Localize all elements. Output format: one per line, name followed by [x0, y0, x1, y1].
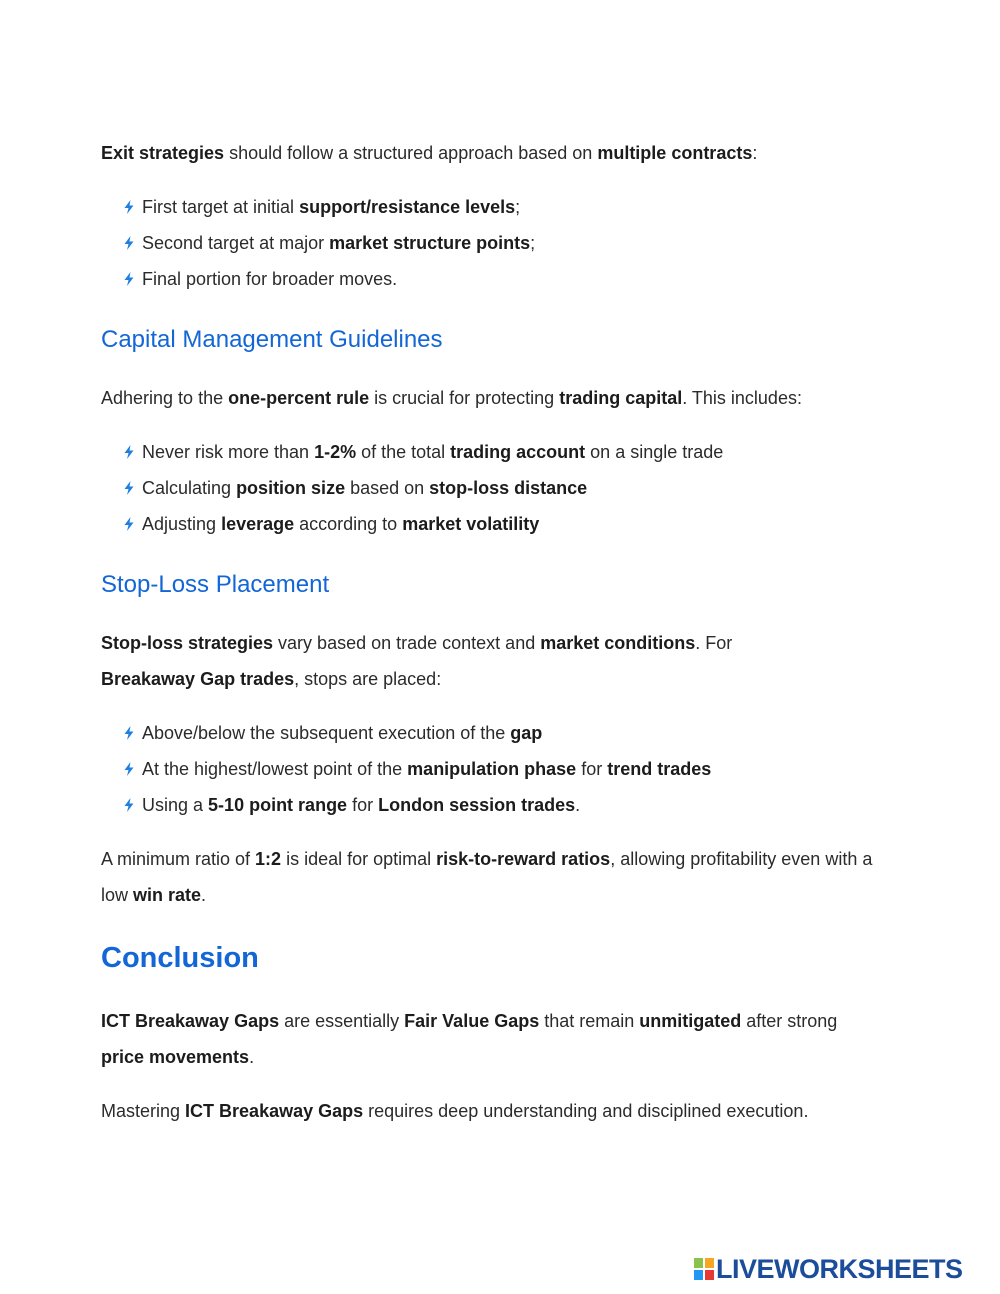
bold-term: market conditions [540, 633, 696, 653]
exit-strategies-list [101, 189, 911, 297]
bold-term: unmitigated [639, 1011, 742, 1031]
bold-term: risk-to-reward ratios [436, 849, 611, 869]
bold-term: support/resistance levels [299, 197, 516, 217]
bold-term: Breakaway Gap trades [101, 669, 295, 689]
bold-term: stop-loss distance [429, 478, 588, 498]
bold-term: multiple contracts [597, 143, 753, 163]
bold-term: Fair Value Gaps [404, 1011, 540, 1031]
capital-intro-paragraph: Adhering to the one-percent rule is crucial for protecting trading capital. This includes: [101, 388, 802, 408]
lightning-bolt-icon [123, 272, 135, 286]
list-item: Second target at major market structure points; [101, 225, 911, 261]
bold-term: one-percent rule [228, 388, 370, 408]
list-item: Never risk more than 1-2% of the total trading account on a single trade [101, 434, 911, 470]
bold-term: London session trades [378, 795, 576, 815]
list-item: Above/below the subsequent execution of the gap [101, 715, 911, 751]
bold-term: market structure points [329, 233, 531, 253]
exit-strategies-paragraph: Exit strategies should follow a structured approach based on multiple contracts: [101, 143, 758, 163]
lightning-bolt-icon [123, 481, 135, 495]
list-item: First target at initial support/resistance levels; [101, 189, 911, 225]
conclusion-paragraph-2: Mastering ICT Breakaway Gaps requires deep understanding and disciplined execution. [101, 1101, 809, 1121]
capital-rules-list [101, 434, 911, 542]
conclusion-heading: Conclusion [101, 942, 259, 974]
list-item: Final portion for broader moves. [101, 261, 911, 297]
bold-term: ICT Breakaway Gaps [101, 1011, 280, 1031]
bold-term: market volatility [402, 514, 540, 534]
list-item: Using a 5-10 point range for London session trades. [101, 787, 911, 823]
bold-term: trend trades [607, 759, 712, 779]
liveworksheets-logo[interactable] [694, 1254, 963, 1284]
lightning-bolt-icon [123, 517, 135, 531]
list-item: Adjusting leverage according to market volatility [101, 506, 911, 542]
lightning-bolt-icon [123, 726, 135, 740]
list-item: At the highest/lowest point of the manipulation phase for trend trades [101, 751, 911, 787]
bold-term: Exit strategies [101, 143, 225, 163]
stop-loss-heading: Stop-Loss Placement [101, 571, 330, 598]
lightning-bolt-icon [123, 236, 135, 250]
conclusion-paragraph-1: ICT Breakaway Gaps are essentially Fair Value Gaps that remain unmitigated after strong price movements. [101, 1011, 838, 1067]
lightning-bolt-icon [123, 445, 135, 459]
bold-term: ICT Breakaway Gaps [185, 1101, 364, 1121]
risk-reward-paragraph: A minimum ratio of 1:2 is ideal for optimal risk-to-reward ratios, allowing profitability even with a low win rate. [101, 849, 873, 905]
lightning-bolt-icon [123, 200, 135, 214]
bold-term: trading account [450, 442, 586, 462]
lightning-bolt-icon [123, 798, 135, 812]
logo-text: LIVEWORKSHEETS [716, 1253, 963, 1284]
bold-term: Stop-loss strategies [101, 633, 274, 653]
bold-term: leverage [221, 514, 295, 534]
bold-term: trading capital [559, 388, 683, 408]
lightning-bolt-icon [123, 762, 135, 776]
list-item: Calculating position size based on stop-loss distance [101, 470, 911, 506]
bold-term: 1:2 [255, 849, 282, 869]
liveworksheets-logo-icon [694, 1258, 714, 1280]
bold-term: 5-10 point range [208, 795, 348, 815]
bold-term: manipulation phase [407, 759, 577, 779]
bold-term: win rate [133, 885, 202, 905]
bold-term: price movements [101, 1047, 250, 1067]
bold-term: 1-2% [314, 442, 357, 462]
bold-term: gap [510, 723, 543, 743]
stop-loss-list [101, 715, 911, 823]
stop-loss-intro-paragraph: Stop-loss strategies vary based on trade context and market conditions. For Breakaway Gap trades, stops are placed: [101, 633, 733, 689]
bold-term: position size [236, 478, 346, 498]
capital-management-heading: Capital Management Guidelines [101, 326, 443, 353]
